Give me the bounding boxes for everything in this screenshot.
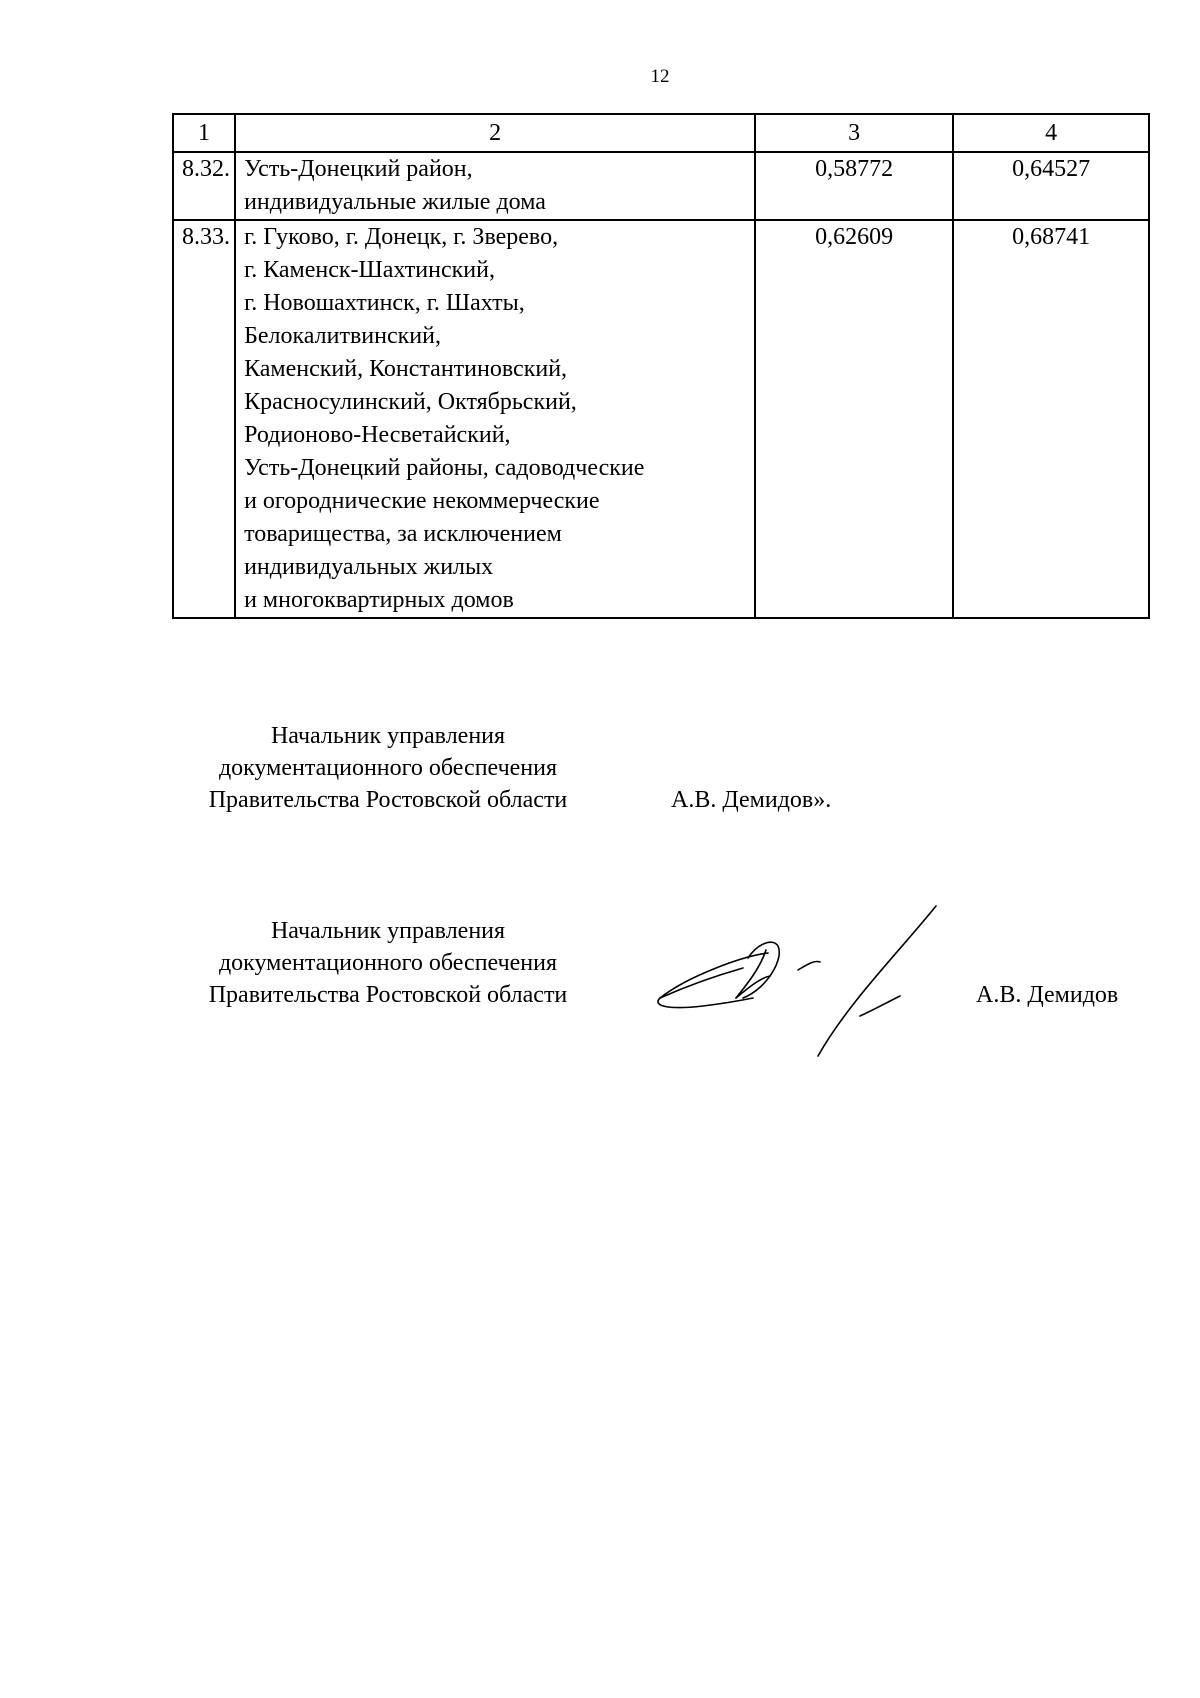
signatory-title-1 [168, 720, 608, 816]
column-header: 3 [755, 114, 953, 152]
signatory-name-1: А.В. Демидов». [671, 787, 832, 813]
page-number: 12 [650, 66, 670, 87]
table-header-row [173, 114, 1149, 152]
column-header: 1 [173, 114, 235, 152]
signatory-title-2 [168, 915, 608, 1011]
rates-table [172, 113, 1150, 619]
description-line: Усть-Донецкий районы, садоводческие [244, 455, 645, 481]
description-line: Белокалитвинский, [244, 323, 441, 349]
signatory-name-2: А.В. Демидов [976, 982, 1119, 1008]
signatory-title-line: Начальник управления [270, 918, 506, 944]
signatory-title-line: Правительства Ростовской области [208, 787, 568, 813]
row-value-col3: 0,58772 [755, 152, 953, 220]
row-value-col4: 0,64527 [953, 152, 1149, 220]
handwritten-signature [648, 898, 938, 1058]
description-line: г. Гуково, г. Донецк, г. Зверево, [244, 224, 559, 250]
table-row [173, 152, 1149, 220]
description-line: Красносулинский, Октябрьский, [244, 389, 577, 415]
description-line: г. Каменск-Шахтинский, [244, 257, 495, 283]
column-header: 4 [953, 114, 1149, 152]
description-line: индивидуальные жилые дома [244, 189, 546, 215]
description-line: Каменский, Константиновский, [244, 356, 568, 382]
description-line: товарищества, за исключением [244, 521, 562, 547]
row-description [235, 220, 755, 618]
description-line: Усть-Донецкий район, [244, 156, 473, 182]
description-line: г. Новошахтинск, г. Шахты, [244, 290, 525, 316]
table-row [173, 220, 1149, 618]
signatory-title-line: документационного обеспечения [218, 755, 558, 781]
row-number: 8.32. [173, 152, 235, 220]
description-line: Родионово-Несветайский, [244, 422, 511, 448]
row-description [235, 152, 755, 220]
signatory-title-line: Начальник управления [270, 723, 506, 749]
row-value-col4: 0,68741 [953, 220, 1149, 618]
signatory-title-line: документационного обеспечения [218, 950, 558, 976]
description-line: индивидуальных жилых [244, 554, 494, 580]
column-header: 2 [235, 114, 755, 152]
description-line: и многоквартирных домов [244, 587, 514, 613]
signatory-title-line: Правительства Ростовской области [208, 982, 568, 1008]
description-line: и огороднические некоммерческие [244, 488, 600, 514]
row-number: 8.33. [173, 220, 235, 618]
row-value-col3: 0,62609 [755, 220, 953, 618]
